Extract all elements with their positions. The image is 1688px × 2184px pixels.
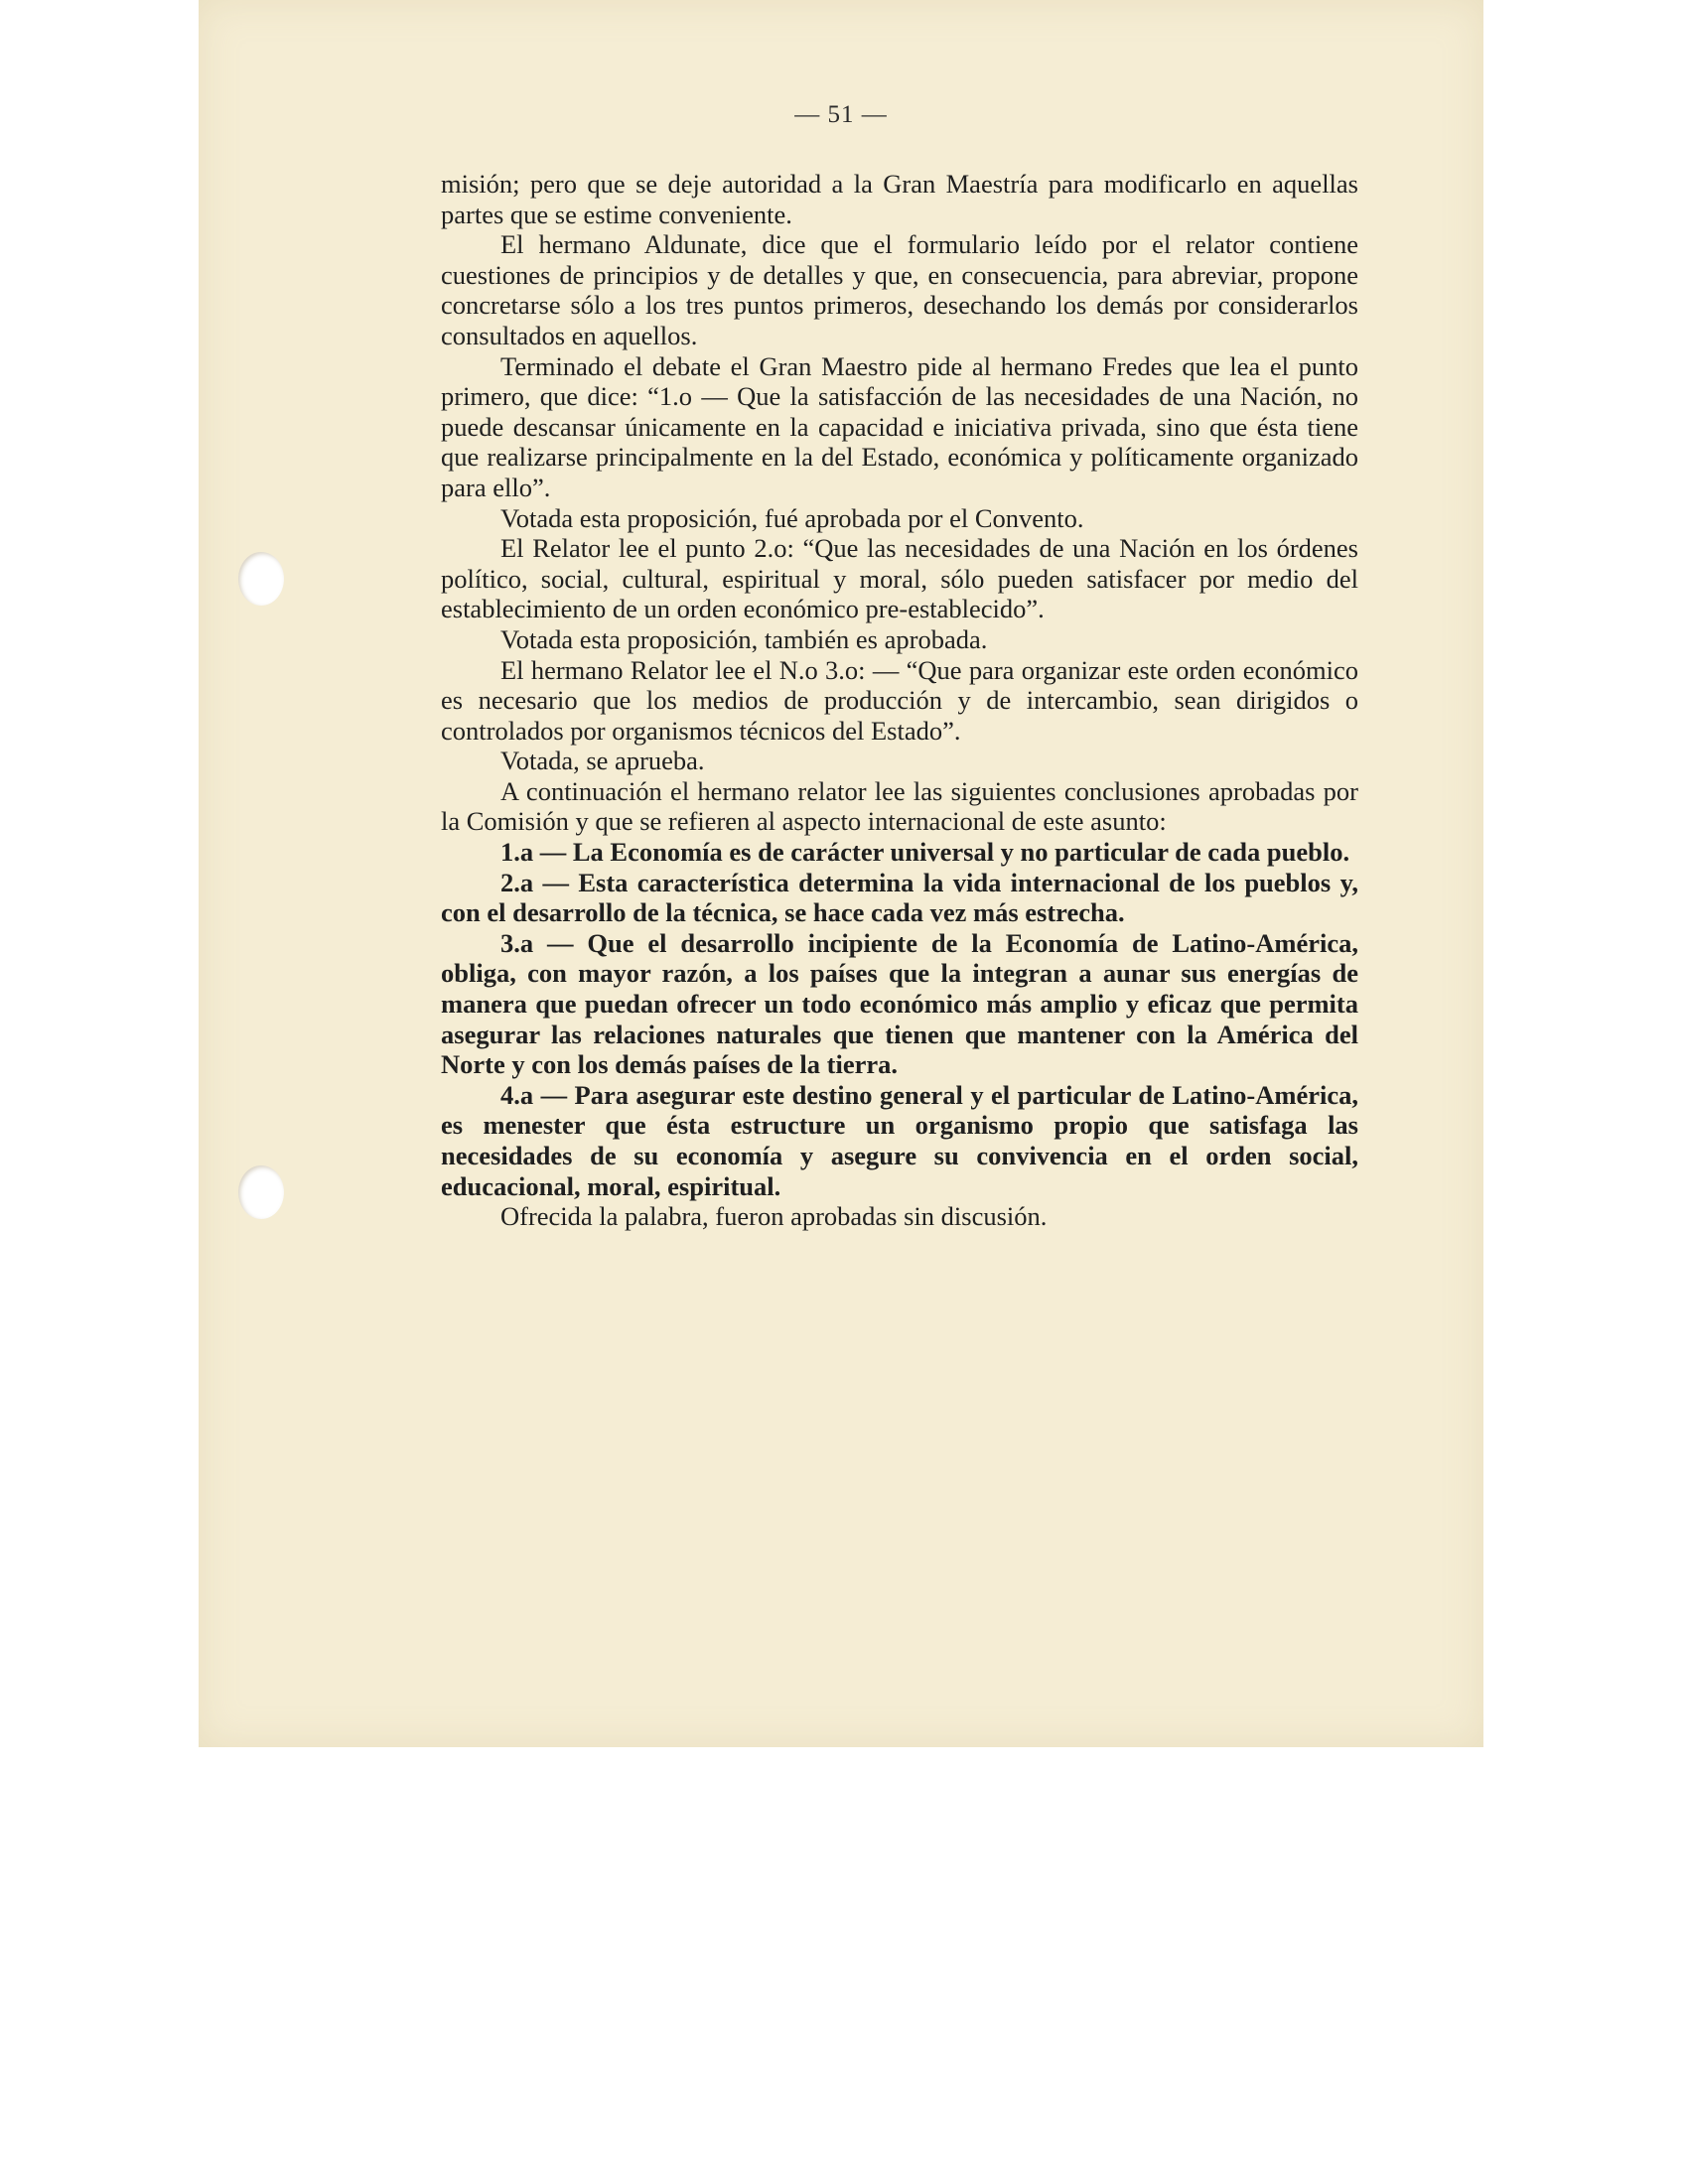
conclusion-item: 4.a — Para asegurar este destino general y el particular de Latino-América, es menester que ésta estructure un organismo propio que satisfaga las necesidades de su economía y asegure su convivencia en el orden social, educacional, moral, espiritual. [441,1079,1358,1201]
paragraph: Votada esta proposición, fué aprobada por el Convento. [500,502,1084,533]
conclusion-item: 2.a — Esta característica determina la vida internacional de los pueblos y, con el desarrollo de la técnica, se hace cada vez más estrecha. [441,867,1358,928]
closing-paragraph: Ofrecida la palabra, fueron aprobadas sin discusión. [500,1201,1048,1232]
paragraph: Votada, se aprueba. [500,746,705,776]
body-text [441,169,1358,1232]
paragraph: A continuación el hermano relator lee las siguientes conclusiones aprobadas por la Comisión y que se refieren al aspecto internacional de este asunto: [441,775,1358,837]
page-number: — 51 — [794,101,888,128]
punch-hole [238,1165,284,1219]
conclusion-item: 3.a — Que el desarrollo incipiente de la Economía de Latino-América, obliga, con mayor razón, a los países que la integran a aunar sus energías de manera que puedan ofrecer un todo económico más amplio y eficaz que permita asegurar las relaciones naturales que tienen que mantener con la América del Norte y con los demás países de la tierra. [441,927,1358,1080]
paragraph: Votada esta proposición, también es aprobada. [500,623,988,654]
document-page [199,0,1483,1747]
paragraph: misión; pero que se deje autoridad a la Gran Maestría para modificarlo en aquellas partes que se estime conveniente. [441,169,1358,229]
paragraph: Terminado el debate el Gran Maestro pide al hermano Fredes que lea el punto primero, que dice: “1.o — Que la satisfacción de las necesidades de una Nación, no puede descansar únicamente en la capacidad e iniciativa privada, sino que ésta tiene que realizarse principalmente en la del Estado, económica y políticamente organizado para ello”. [441,350,1358,502]
punch-hole [238,552,284,606]
paragraph: El hermano Aldunate, dice que el formulario leído por el relator contiene cuestiones de principios y de detalles y que, en consecuencia, para abreviar, propone concretarse sólo a los tres puntos primeros, desechando los demás por considerarlos consultados en aquellos. [441,229,1358,350]
paragraph: El hermano Relator lee el N.o 3.o: — “Que para organizar este orden económico es necesario que los medios de producción y de intercambio, sean dirigidos o controlados por organismos técnicos del Estado”. [441,654,1358,746]
paragraph: El Relator lee el punto 2.o: “Que las necesidades de una Nación en los órdenes político, social, cultural, espiritual y moral, sólo pueden satisfacer por medio del establecimiento de un orden económico pre-establecido”. [441,533,1358,624]
conclusion-item: 1.a — La Economía es de carácter universal y no particular de cada pueblo. [500,837,1350,868]
